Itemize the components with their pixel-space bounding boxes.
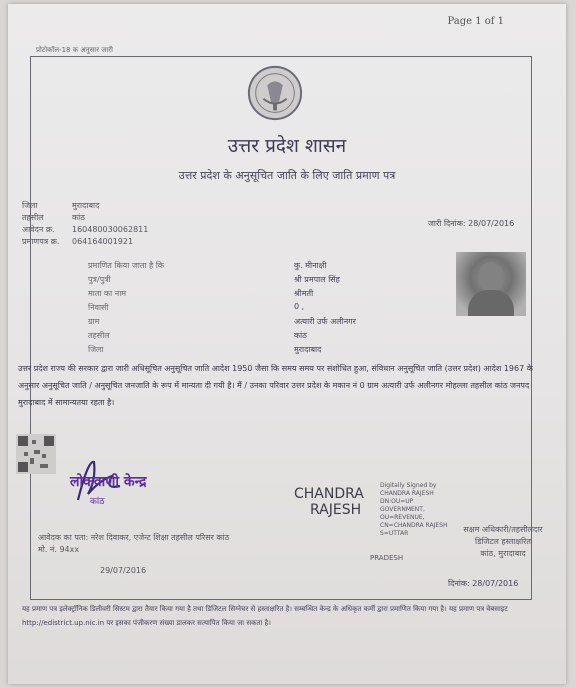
lokvani-place: कांठ — [90, 497, 105, 507]
meta-tehsil: तहसील कांठ — [22, 213, 85, 222]
government-title: उत्तर प्रदेश शासन — [227, 135, 347, 157]
field-label: निवासी — [88, 303, 109, 312]
residence: 0 , — [294, 302, 305, 311]
field-label: तहसील — [88, 331, 110, 340]
meta-certificate-no: प्रमाणपत्र क्र. 064164001921 — [22, 237, 134, 246]
field-label: प्रमाणित किया जाता है कि — [88, 261, 165, 270]
officer-date: दिनांक: 28/07/2016 — [448, 579, 519, 588]
district: मुरादाबाद — [294, 345, 322, 354]
meta-district: जिला मुरादाबाद — [22, 201, 100, 210]
certificate-title: उत्तर प्रदेश के अनुसूचित जाति के लिए जाति प्रमाण पत्र — [178, 169, 396, 182]
tehsil: कांठ — [294, 331, 307, 340]
meta-application-no: आवेदन क्र. 160480030062811 — [22, 225, 149, 234]
certificate-page — [8, 4, 566, 684]
father-name: श्री प्रमपाल सिंह — [294, 275, 340, 284]
lokvani-kendra-stamp: लोकवाणी केन्द्र — [70, 474, 147, 490]
applicant-name: कु. मीनाक्षी — [294, 261, 327, 270]
page-label: Page 1 of 1 — [447, 16, 504, 27]
applicant-photo — [456, 252, 526, 316]
digital-signer-name: CHANDRA RAJESH — [294, 486, 364, 518]
applicant-address: आवेदक का पता: नरेश दिवाकर, एजेन्ट शिक्षा तहसील परिसर कांठ मो. नं. 94xx — [38, 533, 230, 554]
village: अत्यारी उर्फ अलीनगर — [294, 317, 356, 326]
up-emblem-icon — [246, 64, 304, 122]
field-label: जिला — [88, 345, 104, 354]
stamp-date: 29/07/2016 — [100, 566, 147, 575]
signature-state: PRADESH — [370, 554, 404, 562]
field-label: माता का नाम — [88, 289, 127, 298]
qr-code-icon — [16, 434, 56, 474]
mother-name: श्रीमती — [294, 289, 314, 298]
footer-note: यह प्रमाण पत्र इलेक्ट्रॉनिक डिलीवरी सिस्टम द्वारा तैयार किया गया है तथा डिजिटल सिग्नेचर से हस्ताक्षरित है। सम्बन्धित केन्द्र के अधिकृत कर्मी द्वारा प्रमाणित किया गया है। यह प्रमाण पत्र वेबसाइट http://edistrict.up.nic.in पर इसका पंजीकरण संख्या डालकर सत्यापित किया जा सकता है। — [22, 605, 508, 627]
digital-signature-details: Digitally Signed by CHANDRA RAJESH DN:OU=UP GOVERNMENT, OU=REVENUE, CN=CHANDRA RAJESH S=UTTAR — [380, 482, 448, 537]
issuing-officer: सक्षम अधिकारी/तहसीलदार डिजिटल हस्ताक्षरित कांठ, मुरादाबाद — [463, 525, 543, 558]
header-reference: प्रोटोकॉल-18 क अनुसार जारी — [36, 46, 113, 54]
issue-date: जारी दिनांक: 28/07/2016 — [428, 219, 515, 228]
field-label: पुत्र/पुत्री — [88, 275, 111, 284]
certificate-body-text: उत्तर प्रदेश राज्य की सरकार द्वारा जारी अधिसूचित अनुसूचित जाति आदेश 1950 जैसा कि समय समय पर संशोधित हुआ, संविधान अनुसूचित जाति (उत्तर प्रदेश) आदेश 1967 के अनुसार अनुसूचित जाति / अनुसूचित जनजाति के रूप में मान्यता दी गयी है। मैं / उनका परिवार उत्तर प्रदेश के मकान नं 0 ग्राम अत्यारी उर्फ अलीनगर मोहल्ला तहसील कांठ जनपद मुरादाबाद में सामान्यतया रहता है। — [18, 364, 533, 407]
field-label: ग्राम — [88, 317, 100, 326]
